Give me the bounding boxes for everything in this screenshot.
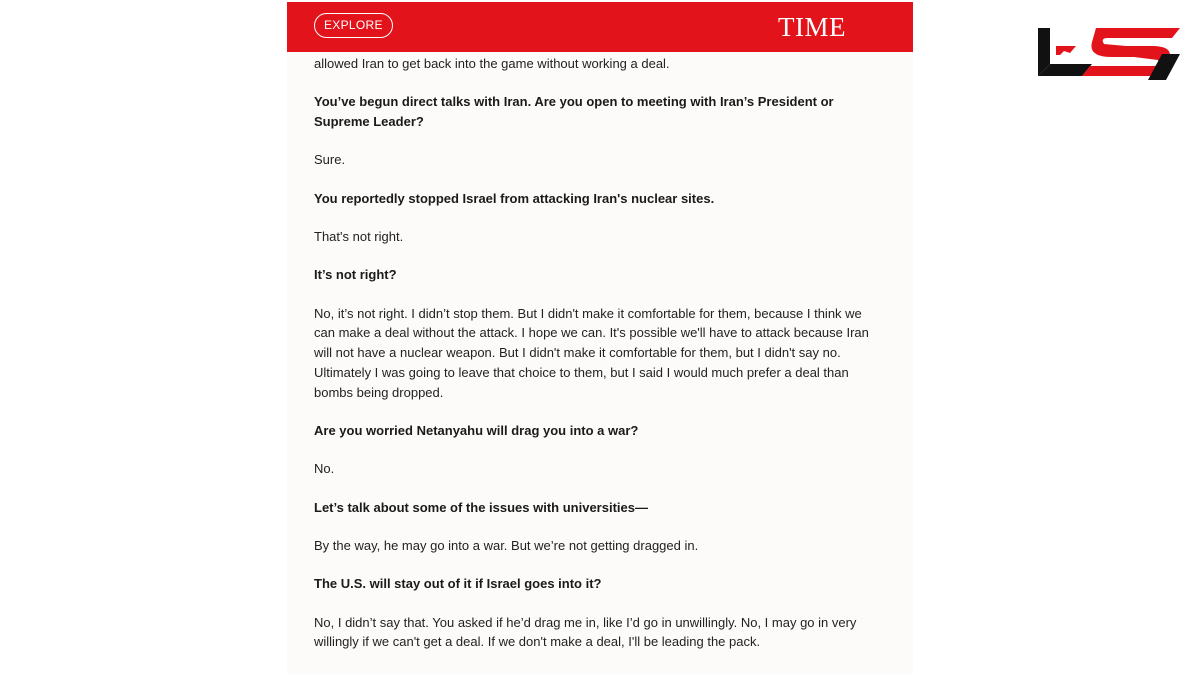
interview-question: It’s not right? (314, 267, 397, 283)
interview-question: You’ve begun direct talks with Iran. Are you open to meeting with Iran’s President or Supreme Leader? (314, 94, 834, 130)
article-paragraph: allowed Iran to get back into the game without working a deal. (314, 56, 670, 71)
time-logo[interactable]: TIME (778, 12, 846, 42)
interview-answer: No. (314, 461, 335, 477)
interview-question: You reportedly stopped Israel from attacking Iran's nuclear sites. (314, 190, 715, 206)
interview-question: Let’s talk about some of the issues with universities— (314, 499, 648, 515)
article-screenshot (287, 2, 913, 675)
logo-red-bar (1056, 46, 1076, 55)
interview-answer: No, it’s not right. I didn’t stop them. But I didn't make it comfortable for them, because I think we can make a deal without the attack. I hope we can. It's possible we'll have to attack because Iran will not have a nuclear weapon. But I didn't make it comfortable for them, but I didn't say no. Ultimately I was going to leave that choice to them, but I said I would much prefer a deal than bombs being dropped. (314, 305, 869, 400)
interview-answer: By the way, he may go into a war. But we’re not getting dragged in. (314, 537, 699, 553)
interview-answer: Sure. (314, 152, 346, 168)
explore-button[interactable]: EXPLORE (314, 13, 393, 38)
interview-question: Are you worried Netanyahu will drag you into a war? (314, 423, 639, 439)
interview-answer: No, I didn’t say that. You asked if he’d drag me in, like I’d go in unwillingly. No, I may go in very willingly if we can't get a deal. If we don't make a deal, I'll be leading the pack. (314, 614, 857, 650)
time-header-bar (287, 2, 913, 52)
interview-question: The U.S. will stay out of it if Israel goes into it? (314, 576, 602, 592)
interview-answer: That's not right. (314, 228, 404, 244)
article-body (314, 54, 884, 671)
brand-logo-watermark (1030, 24, 1184, 84)
